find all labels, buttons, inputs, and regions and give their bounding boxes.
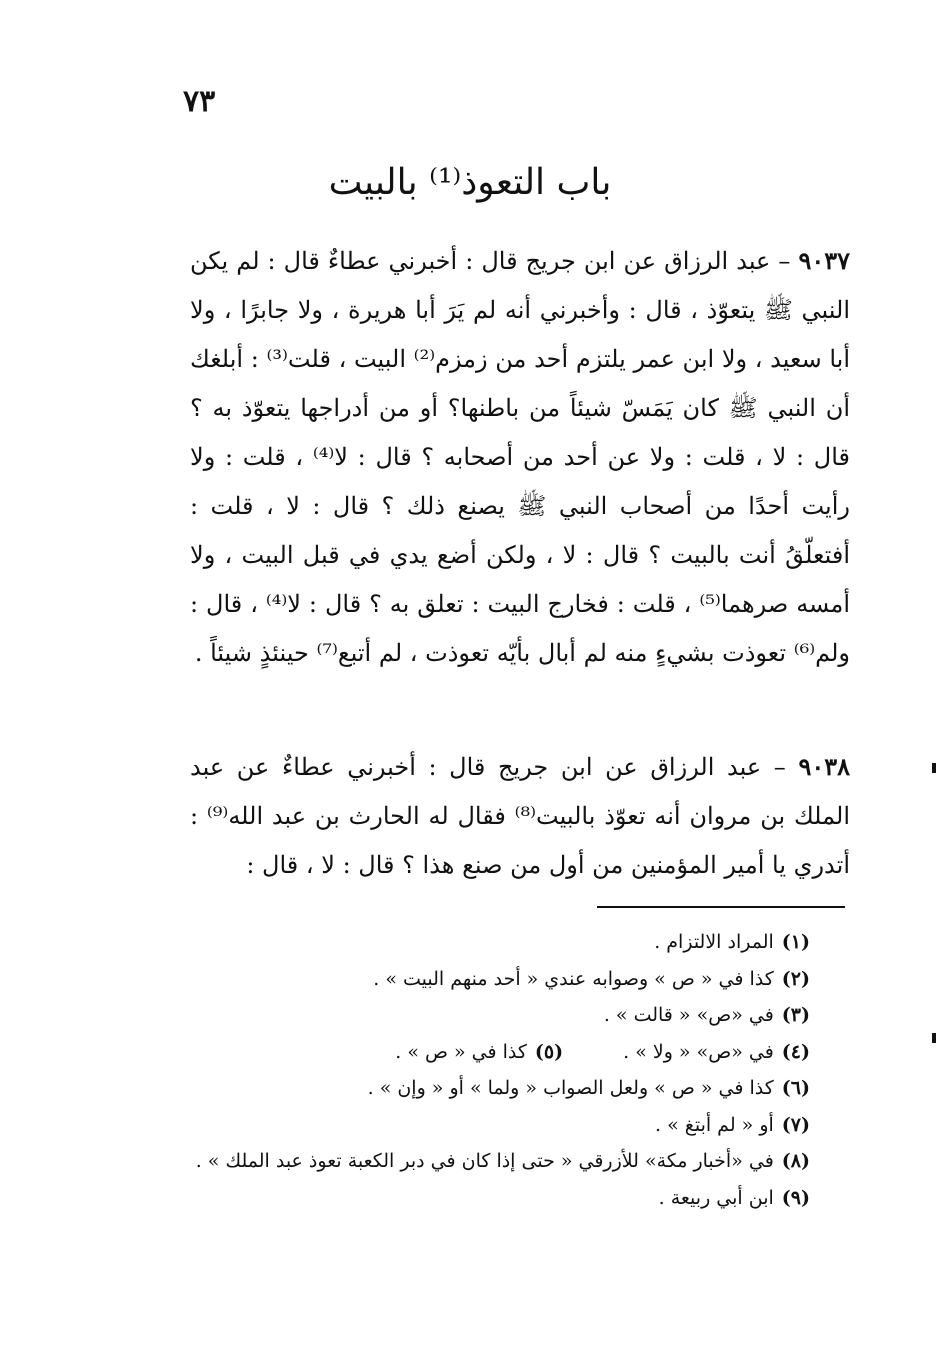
footnote-text: أو « لم أبتغ » . (654, 1113, 774, 1136)
footnote-text: المراد الالتزام . (654, 931, 774, 953)
footnote (150, 961, 810, 998)
hadith-paragraph (190, 236, 850, 678)
footnote-number: (٣) (781, 1004, 810, 1026)
footnote-text: ابن أبي ربيعة . (658, 1186, 774, 1209)
scan-edge-mark (932, 1033, 936, 1043)
footnote-number: (٢) (781, 967, 810, 990)
footnote (150, 1034, 810, 1071)
footnote-number: (٦) (781, 1077, 810, 1099)
footnote-text: كذا في « ص » . (395, 1040, 527, 1063)
hadith-9037 (190, 236, 850, 678)
hadith-9038 (190, 742, 850, 890)
hadith-number: ٩٠٣٧ (798, 246, 850, 275)
hadith-paragraph (190, 742, 850, 890)
footnotes (150, 924, 810, 1216)
footnote (150, 1143, 810, 1180)
footnote-number: (٩) (781, 1186, 810, 1209)
footnote (150, 1180, 810, 1217)
footnote-number: (٥) (534, 1040, 564, 1063)
chapter-title: باب التعوذ⁽¹⁾ بالبيت (328, 162, 612, 203)
hadith-text: – عبد الرزاق عن ابن جريج قال : أخبرني عطاءٌ عن عبد الملك بن مروان أنه تعوّذ بالبيت⁽⁸⁾ فقال له الحارث بن عبد الله⁽⁹⁾ : أتدري يا أمير المؤمنين من أول من صنع هذا ؟ قال : لا ، قال : (190, 753, 850, 879)
footnote-text: في «ص» « ولا » . (623, 1040, 774, 1063)
footnote-text: في «ص» « قالت » . (603, 1004, 774, 1026)
footnote (150, 1070, 810, 1107)
scan-edge-mark (932, 763, 936, 773)
hadith-number: ٩٠٣٨ (798, 752, 850, 781)
page-number: ٧٣ (183, 84, 216, 119)
footnote-number: (٤) (781, 1040, 810, 1063)
footnote (150, 1107, 810, 1144)
footnote-divider (597, 906, 845, 908)
footnote (150, 997, 810, 1034)
hadith-text: – عبد الرزاق عن ابن جريج قال : أخبرني عطاءٌ قال : لم يكن النبي ﷺ يتعوّذ ، قال : وأخبرني أنه لم يَرَ أبا هريرة ، ولا جابرًا ، ولا أبا سعيد ، ولا ابن عمر يلتزم أحد من زمزم⁽²⁾ البيت ، قلت⁽³⁾ : أبلغك أن النبي ﷺ كان يَمَسّ شيئاً من باطنها؟ أو من أدراجها يتعوّذ به ؟ قال : لا ، قلت : ولا عن أحد من أصحابه ؟ قال : لا⁽⁴⁾ ، قلت : ولا رأيت أحدًا من أصحاب النبي ﷺ يصنع ذلك ؟ قال : لا ، قلت : أفتعلّقُ أنت بالبيت ؟ قال : لا ، ولكن أضع يدي في قبل البيت ، ولا أمسه صرهما⁽⁵⁾ ، قلت : فخارج البيت : تعلق به ؟ قال : لا⁽⁴⁾ ، قال : ولم⁽⁶⁾ تعوذت بشيءٍ منه لم أبال بأيّه تعوذت ، لم أتبع⁽⁷⁾ حينئذٍ شيئاً . (190, 247, 851, 667)
footnote (150, 924, 810, 961)
footnote-text: كذا في « ص » ولعل الصواب « ولما » أو « وإن » . (367, 1077, 774, 1099)
footnote-number: (٧) (781, 1113, 810, 1136)
footnote-number: (٨) (781, 1150, 810, 1172)
footnote-text: كذا في « ص » وصوابه عندي « أحد منهم البيت » . (373, 967, 774, 990)
footnote-number: (١) (781, 931, 810, 953)
footnote-text: في «أخبار مكة» للأزرقي « حتى إذا كان في دبر الكعبة تعوذ عبد الملك » . (195, 1150, 774, 1172)
